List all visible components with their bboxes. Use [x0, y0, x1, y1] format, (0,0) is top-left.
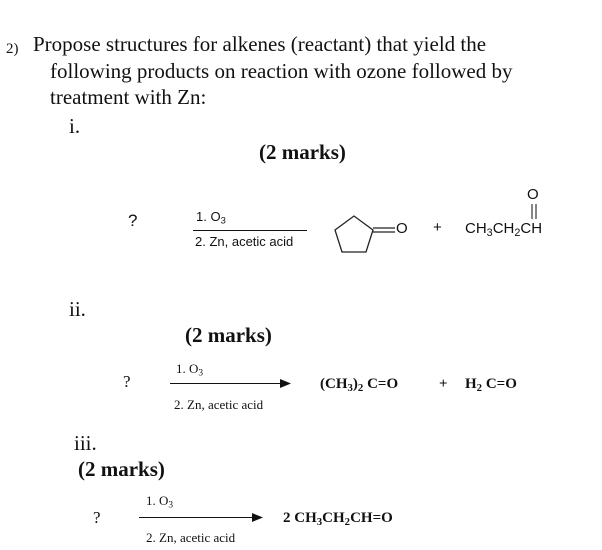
part-ii-reactant-unknown: ?	[123, 372, 131, 391]
part-ii-reaction-arrow	[170, 383, 282, 384]
part-i-plus-sign: +	[433, 219, 442, 236]
part-i-product-1-oxygen: O	[396, 220, 408, 237]
part-iii-reagent-step-2: 2. Zn, acetic acid	[146, 530, 236, 545]
part-ii-numeral: ii.	[69, 297, 86, 321]
part-i-reagent-step-2: 2. Zn, acetic acid	[195, 234, 294, 249]
part-ii-marks: (2 marks)	[185, 323, 272, 347]
part-i-product-2-double-bond	[528, 203, 540, 221]
part-iii-reaction-arrow	[139, 517, 254, 518]
question-line-1: Propose structures for alkenes (reactant) that yield the	[33, 32, 487, 56]
part-iii-product-propanal: 2 $CH_3CH_2CH=O$	[283, 510, 393, 529]
question-line-3: treatment with Zn:	[50, 85, 207, 109]
part-ii-product-acetone: $(CH_3)_2$ C=O	[320, 376, 399, 395]
part-i-product-2-propanal: $CH_3CH_2CH$	[465, 220, 543, 240]
part-i-reaction-arrow	[193, 230, 307, 231]
part-iii-reagent-step-1: 1. $O_3$	[146, 493, 174, 511]
part-i-marks: (2 marks)	[259, 140, 346, 164]
part-ii-product-formaldehyde: $H_2$ C=O	[465, 376, 517, 395]
part-ii-arrow-head	[280, 379, 292, 388]
part-ii-reagent-step-1: 1. $O_3$	[176, 361, 204, 379]
part-iii-arrow-head	[252, 513, 264, 522]
question-number: 2)	[6, 41, 19, 57]
part-i-reagent-step-1: 1. $O_3$	[196, 209, 226, 226]
part-i-numeral: i.	[69, 114, 81, 138]
question-line-2: following products on reaction with ozone followed by	[50, 58, 513, 83]
part-iii-reactant-unknown: ?	[93, 508, 101, 527]
part-i-reactant-unknown: ?	[128, 211, 138, 230]
part-i-cyclopentanone-structure	[325, 202, 427, 264]
part-iii-marks: (2 marks)	[78, 457, 165, 481]
question-text	[33, 31, 588, 111]
part-ii-plus-sign: +	[439, 376, 448, 392]
part-iii-numeral: iii.	[74, 431, 97, 455]
part-ii-reagent-step-2: 2. Zn, acetic acid	[174, 397, 264, 412]
part-i-product-2-carbonyl-oxygen: O	[527, 186, 539, 203]
